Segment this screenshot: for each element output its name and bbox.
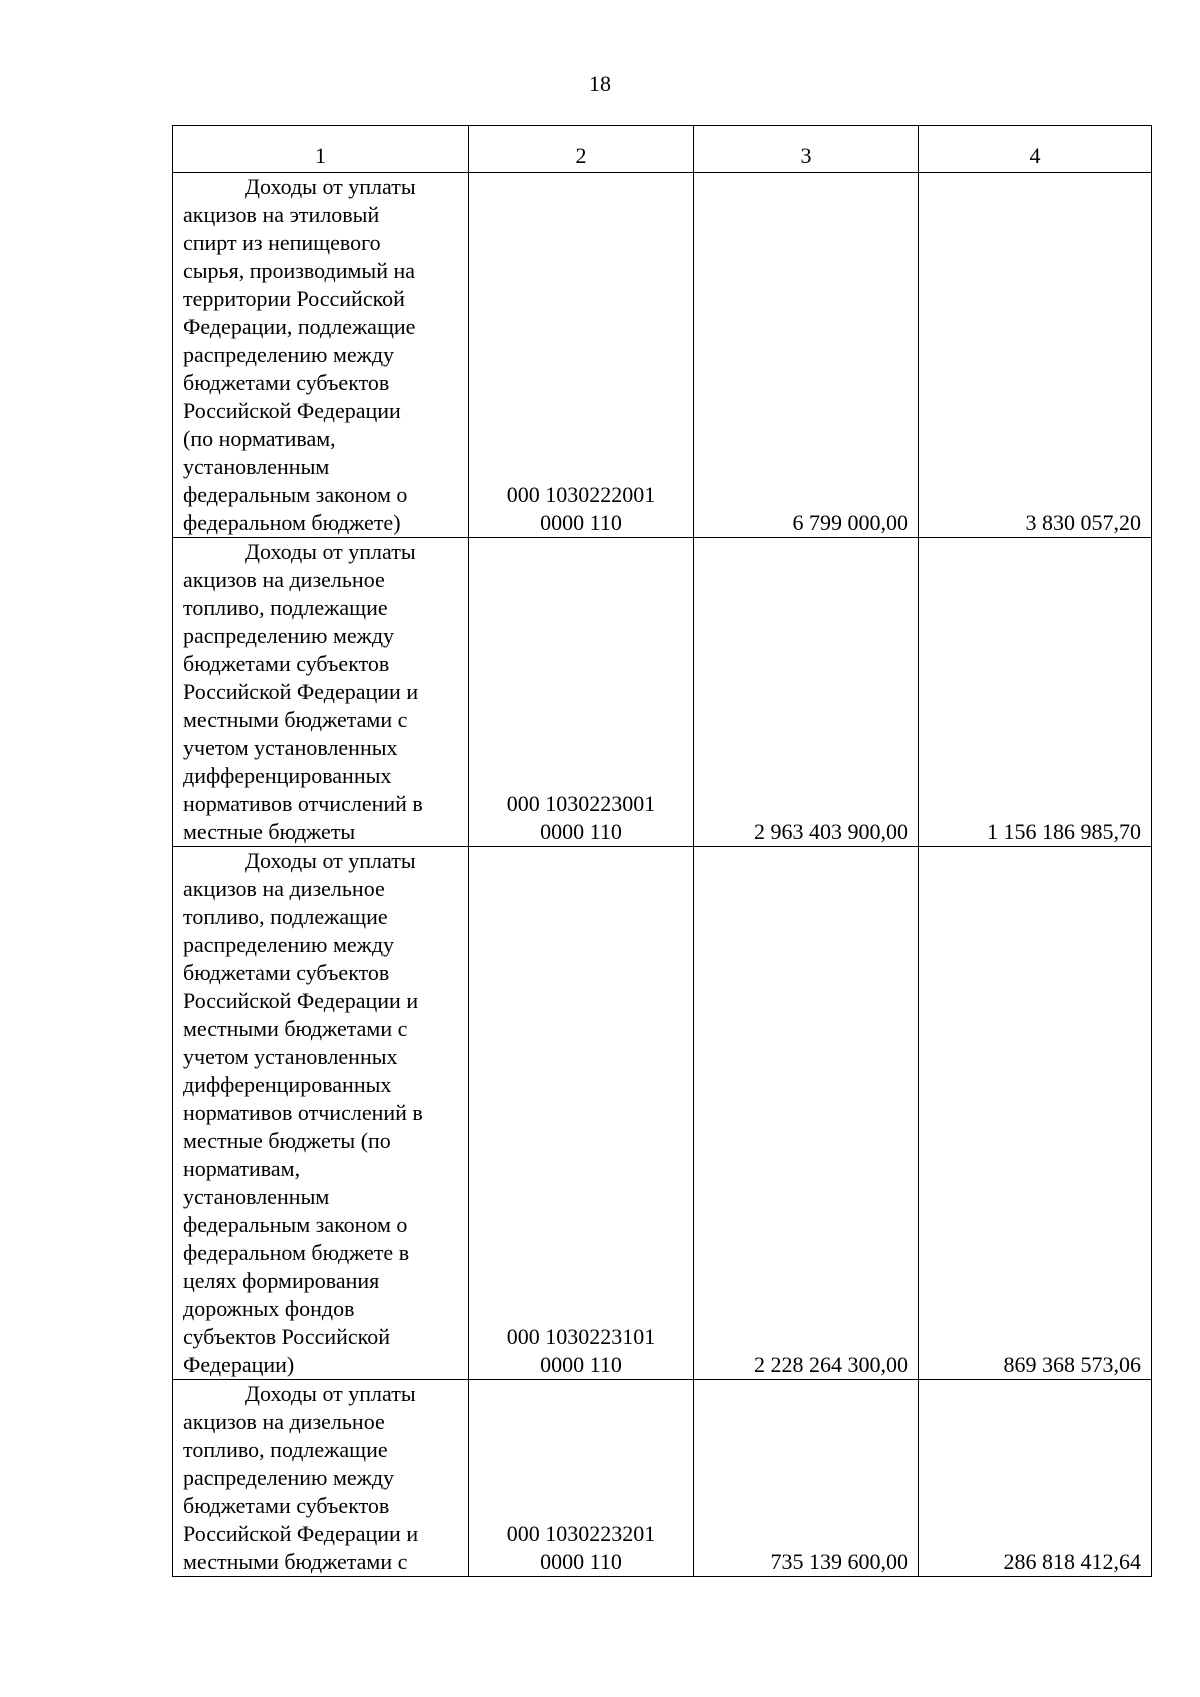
description-line: местные бюджеты	[183, 819, 356, 844]
description-line: распределению между	[183, 1465, 395, 1490]
description-line: нормативов отчислений в	[183, 1100, 423, 1125]
description-line: федеральном бюджете в	[183, 1240, 410, 1265]
column-header-4: 4	[919, 126, 1152, 173]
code-line: 000 1030222001	[506, 482, 656, 507]
row-description	[173, 538, 469, 847]
description-line: целях формирования	[183, 1268, 380, 1293]
budget-classification-code	[469, 1380, 694, 1577]
description-line: бюджетами субъектов	[183, 1493, 390, 1518]
page-number: 18	[589, 71, 611, 96]
description-line: учетом установленных	[183, 1044, 398, 1069]
plan-amount: 735 139 600,00	[694, 1380, 919, 1577]
description-line: установленным	[183, 1184, 330, 1209]
column-header-2: 2	[469, 126, 694, 173]
description-line: нормативов отчислений в	[183, 791, 423, 816]
description-line: Доходы от уплаты	[245, 1381, 416, 1406]
description-line: спирт из непищевого	[183, 230, 381, 255]
budget-classification-code	[469, 847, 694, 1380]
description-line: акцизов на этиловый	[183, 202, 380, 227]
actual-amount: 3 830 057,20	[919, 173, 1152, 538]
description-line: топливо, подлежащие	[183, 1437, 388, 1462]
row-description	[173, 847, 469, 1380]
description-line: Российской Федерации	[183, 398, 401, 423]
description-line: федеральным законом о	[183, 1212, 408, 1237]
actual-amount: 1 156 186 985,70	[919, 538, 1152, 847]
description-line: местными бюджетами с	[183, 707, 408, 732]
description-line: акцизов на дизельное	[183, 876, 385, 901]
budget-classification-code	[469, 538, 694, 847]
plan-amount: 6 799 000,00	[694, 173, 919, 538]
code-line: 000 1030223101	[506, 1324, 656, 1349]
description-line: Доходы от уплаты	[245, 539, 416, 564]
description-line: распределению между	[183, 342, 395, 367]
code-line: 0000 110	[540, 1549, 622, 1574]
table-row	[173, 1380, 1152, 1577]
description-line: распределению между	[183, 623, 395, 648]
table-row	[173, 538, 1152, 847]
description-line: учетом установленных	[183, 735, 398, 760]
description-line: Федерации)	[183, 1352, 295, 1377]
description-line: Доходы от уплаты	[245, 848, 416, 873]
description-line: федеральном бюджете)	[183, 510, 401, 535]
description-line: Российской Федерации и	[183, 1521, 419, 1546]
table-row	[173, 173, 1152, 538]
budget-classification-code	[469, 173, 694, 538]
description-line: дорожных фондов	[183, 1296, 355, 1321]
description-line: топливо, подлежащие	[183, 595, 388, 620]
description-line: субъектов Российской	[183, 1324, 391, 1349]
description-line: бюджетами субъектов	[183, 370, 390, 395]
row-description	[173, 1380, 469, 1577]
description-line: акцизов на дизельное	[183, 567, 385, 592]
description-line: дифференцированных	[183, 1072, 392, 1097]
actual-amount: 869 368 573,06	[919, 847, 1152, 1380]
plan-amount: 2 963 403 900,00	[694, 538, 919, 847]
code-line: 0000 110	[540, 510, 622, 535]
code-line: 000 1030223001	[506, 791, 656, 816]
actual-amount: 286 818 412,64	[919, 1380, 1152, 1577]
table-header-row	[173, 126, 1152, 173]
code-line: 000 1030223201	[506, 1521, 656, 1546]
description-line: нормативам,	[183, 1156, 301, 1181]
description-line: Российской Федерации и	[183, 679, 419, 704]
description-line: федеральным законом о	[183, 482, 408, 507]
description-line: бюджетами субъектов	[183, 960, 390, 985]
table-row	[173, 847, 1152, 1380]
description-line: установленным	[183, 454, 330, 479]
revenue-table	[172, 125, 1152, 1577]
description-line: дифференцированных	[183, 763, 392, 788]
plan-amount: 2 228 264 300,00	[694, 847, 919, 1380]
code-line: 0000 110	[540, 1352, 622, 1377]
description-line: топливо, подлежащие	[183, 904, 388, 929]
description-line: Российской Федерации и	[183, 988, 419, 1013]
description-line: Федерации, подлежащие	[183, 314, 416, 339]
description-line: территории Российской	[183, 286, 405, 311]
description-line: местные бюджеты (по	[183, 1128, 391, 1153]
description-line: бюджетами субъектов	[183, 651, 390, 676]
description-line: акцизов на дизельное	[183, 1409, 385, 1434]
description-line: сырья, производимый на	[183, 258, 416, 283]
description-line: Доходы от уплаты	[245, 174, 416, 199]
code-line: 0000 110	[540, 819, 622, 844]
description-line: местными бюджетами с	[183, 1016, 408, 1041]
description-line: (по нормативам,	[183, 426, 336, 451]
description-line: местными бюджетами с	[183, 1549, 408, 1574]
row-description	[173, 173, 469, 538]
column-header-3: 3	[694, 126, 919, 173]
description-line: распределению между	[183, 932, 395, 957]
column-header-1: 1	[173, 126, 469, 173]
